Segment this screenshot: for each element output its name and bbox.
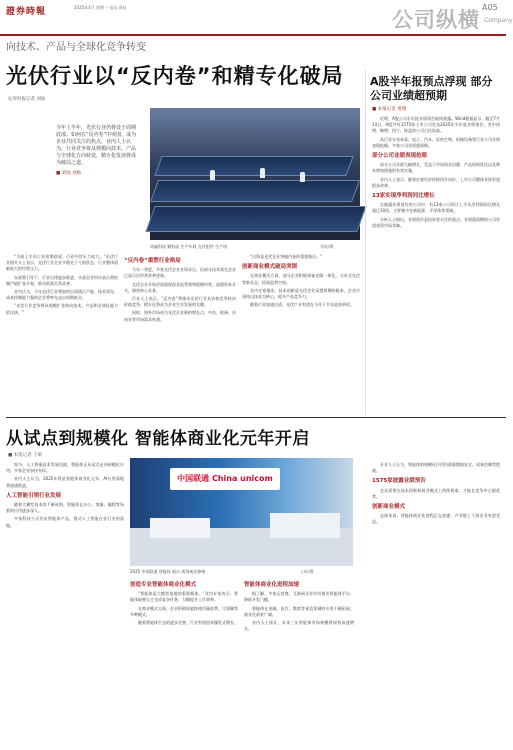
paragraph: 随着智能体生态的逐步完善，行业有望迎来爆发式增长。 xyxy=(138,620,238,626)
paragraph: 业内人士预计，未来三年智能体市场规模将保持高速增长。 xyxy=(244,620,354,632)
article1-photo-credit: 刘灿/摄 xyxy=(320,244,334,249)
article2-photo xyxy=(130,458,353,566)
paragraph: 今年一季度，多家光伏企业业绩承压，但部分技术领先企业已显示出经营改善迹象。 xyxy=(124,267,236,279)
article2-column-2 xyxy=(130,578,238,748)
paragraph: “当前上半年行业周期底部，行业经营压力较大。”光伏行业相关人士表示，光伏行业企业多数处于亏损状态，行业整体面临较大的经营压力。 xyxy=(6,254,118,272)
article1-lead-author: ■ 刘灿 刘灿 xyxy=(56,171,82,176)
paragraph: 随着行业加速出清，光伏产业有望在今年下半年迎来转机。 xyxy=(250,302,354,308)
paragraph: 随着大模型技术的不断成熟，智能体在办公、客服、编程等场景的应用逐步深入。 xyxy=(6,502,124,514)
article1-subhead-1: “反内卷”重塑行业格局 xyxy=(124,258,181,264)
article2-column-3 xyxy=(244,578,354,748)
article1-photo-caption: 协鑫科技 颗粒硅 生产车间 光伏组件 生产线 xyxy=(150,244,228,249)
paragraph: 专业人士认为，智能体的规模化应用仍面临数据安全、成本控制等挑战。 xyxy=(372,462,500,474)
article1-headline: 光伏行业以“反内卷”和精专化破局 xyxy=(6,64,344,88)
article2-byline: ■ 本报记者 王硕 xyxy=(8,453,43,458)
article1-lead-box xyxy=(56,125,140,215)
paragraph: 业内认为，今年光伏行业将加快出清落后产能，技术领先、成本控制能力强的企业将率先走出周期低谷。 xyxy=(6,289,118,301)
article1-column-1 xyxy=(6,254,118,414)
article1-lead: 今年上半年，光伏行业仍将处于周期底部。如何在“反内卷”中突围，成为企业共同关注的焦点。业内人士认为，行业竞争将从规模向技术、产品与全球化方向转变，精专化发展将成为破局之道。 xyxy=(56,125,137,166)
article2-subhead-3: 创造专业智能体商业化模式 xyxy=(130,582,197,588)
article2-subhead-4: 创新商业模式 xyxy=(372,504,406,511)
paragraph: 在商业模式方面，企业积极探索按使用量收费、订阅制等多种模式。 xyxy=(130,605,238,617)
sidebar-byline: ■ 本报记者 黄翔 xyxy=(372,107,407,112)
sidebar-column xyxy=(372,116,500,414)
article2-subhead-2: 智能体商业化进程加速 xyxy=(244,582,300,588)
paragraph: 在披露业绩预告的公司中，有13家公司预计上半年净利润同比增长超过10倍，主要集中在新能源、半导体等领域。 xyxy=(372,202,500,214)
article1-photo xyxy=(150,108,360,240)
paragraph: 总体来看，智能体商业化进程正在加速，产业链上下游企业有望受益。 xyxy=(372,513,500,525)
article2-column-1 xyxy=(6,462,124,747)
paragraph: 光伏企业开始更加重视现金流管理和稳健经营，放缓资本开支，聚焦核心业务。 xyxy=(124,281,236,293)
booth-sign: 中国联通 China unicom xyxy=(170,468,280,490)
article2-subhead-1: 人工智能引领行业发展 xyxy=(6,492,62,499)
paragraph: 业内专家指出，技术创新是光伏企业穿越周期的根本，企业应坚持以技术为核心，提升产品竞争力。 xyxy=(242,287,360,300)
article2-column-4 xyxy=(372,462,500,747)
sidebar-subhead-3: 1575家披露业绩预告 xyxy=(372,478,426,485)
section-separator xyxy=(6,417,506,418)
article1-column-2 xyxy=(124,254,236,414)
paragraph: 据了解，多家运营商、互联网企业纷纷推出智能体平台，降低开发门槛。 xyxy=(244,591,354,603)
paragraph: 在政策引导下，行业自律逐步推进，头部企业纷纷表示将控制产能扩张节奏，推动供需关系改善。 xyxy=(6,274,118,286)
column-divider xyxy=(365,70,366,415)
paragraph: 从行业分布来看，电子、汽车、医药生物、机械设备等行业公司业绩表现抢眼，多家公司业绩超预期。 xyxy=(372,136,500,148)
article2-photo-caption: 2025 中国联通 智能体 展台 现场观众参观 xyxy=(130,569,206,574)
spacer xyxy=(358,458,364,459)
paragraph: 行业人士表示，“反内卷”将推动光伏行业从价格竞争转向价值竞争，精专化将成为企业生存发展的关键。 xyxy=(124,296,236,308)
paragraph: 分析人士指出，业绩预告是投资者关注的重点，业绩超预期的公司有望获得市场青睐。 xyxy=(372,216,500,228)
masthead-date: 2025年4月 星期一 电话 网站 xyxy=(74,5,127,10)
page-number: A05 xyxy=(482,3,498,12)
article1-byline: 证券时报记者 刘灿 xyxy=(8,97,46,102)
paragraph: 部分公司业绩大幅增长，受益于市场需求回暖、产品结构优化以及降本增效措施的有效实施。 xyxy=(372,162,500,174)
newspaper-logo: 證券時報 xyxy=(6,7,47,17)
sidebar-subhead-2: 13家实现净利润同比增长 xyxy=(372,193,435,200)
sidebar-headline: A股半年报预点浮现 部分公司业绩超预期 xyxy=(370,75,493,102)
paragraph: 同时，海外市场成为光伏企业新的增长点，中东、欧洲、东南亚等市场需求旺盛。 xyxy=(124,310,236,322)
paragraph: “智能体是大模型落地的重要载体。”业内专家表示，智能体能够自主完成复杂任务，大幅提升工作效率。 xyxy=(130,591,238,603)
paragraph: 如今，人工智能技术发展迅速，智能体正从试点走向规模化应用，多家企业加快布局。 xyxy=(6,462,124,474)
sidebar-subhead-1: 部分公司业绩表现抢眼 xyxy=(372,153,428,160)
article2-headline: 从试点到规模化 智能体商业化元年开启 xyxy=(6,429,310,449)
paragraph: 近期，A股公司半年报业绩预告陆续披露。Wind数据显示，截至7月14日，A股共有1575家上市公司发布2025年半年度业绩预告，其中预增、略增、扭亏、续盈的公司占比较高。 xyxy=(372,116,500,134)
paragraph: 企业需要在技术创新和商业模式上持续探索，才能在竞争中占据优势。 xyxy=(372,487,500,499)
paragraph: 多家科技公司发布智能体产品，推动人工智能在各行业的落地。 xyxy=(6,516,124,528)
article1-subhead-2: 创新商业模式破局突围 xyxy=(242,264,298,271)
paragraph: 智能体在金融、医疗、教育等垂直领域的应用不断拓展，商业化前景广阔。 xyxy=(244,605,354,617)
article1-kicker: 向技术、产品与全球化竞争转变 xyxy=(6,42,146,53)
paragraph: 在商业模式方面，部分企业积极探索光储一体化、分布式光伏等新业态，拓展盈利空间。 xyxy=(242,273,360,285)
article2-photo-credit: 王硕/摄 xyxy=(300,569,314,574)
paragraph: 业内人士认为，2025年将是智能体商业化元年，AI应用落地将加速推进。 xyxy=(6,476,124,488)
paragraph: “出海是光伏企业突破内卷的重要路径。” xyxy=(250,254,323,259)
section-title: 公司纵横 xyxy=(392,7,480,32)
section-title-en: Company xyxy=(484,17,513,24)
article1-column-3 xyxy=(242,254,360,414)
paragraph: “光伏行业竞争将从规模扩张转向技术、产品和全球化能力的比拼。” xyxy=(6,303,118,315)
paragraph: 业内人士表示，随着宏观经济持续回升向好，上市公司整体业绩有望稳步改善。 xyxy=(372,176,500,188)
